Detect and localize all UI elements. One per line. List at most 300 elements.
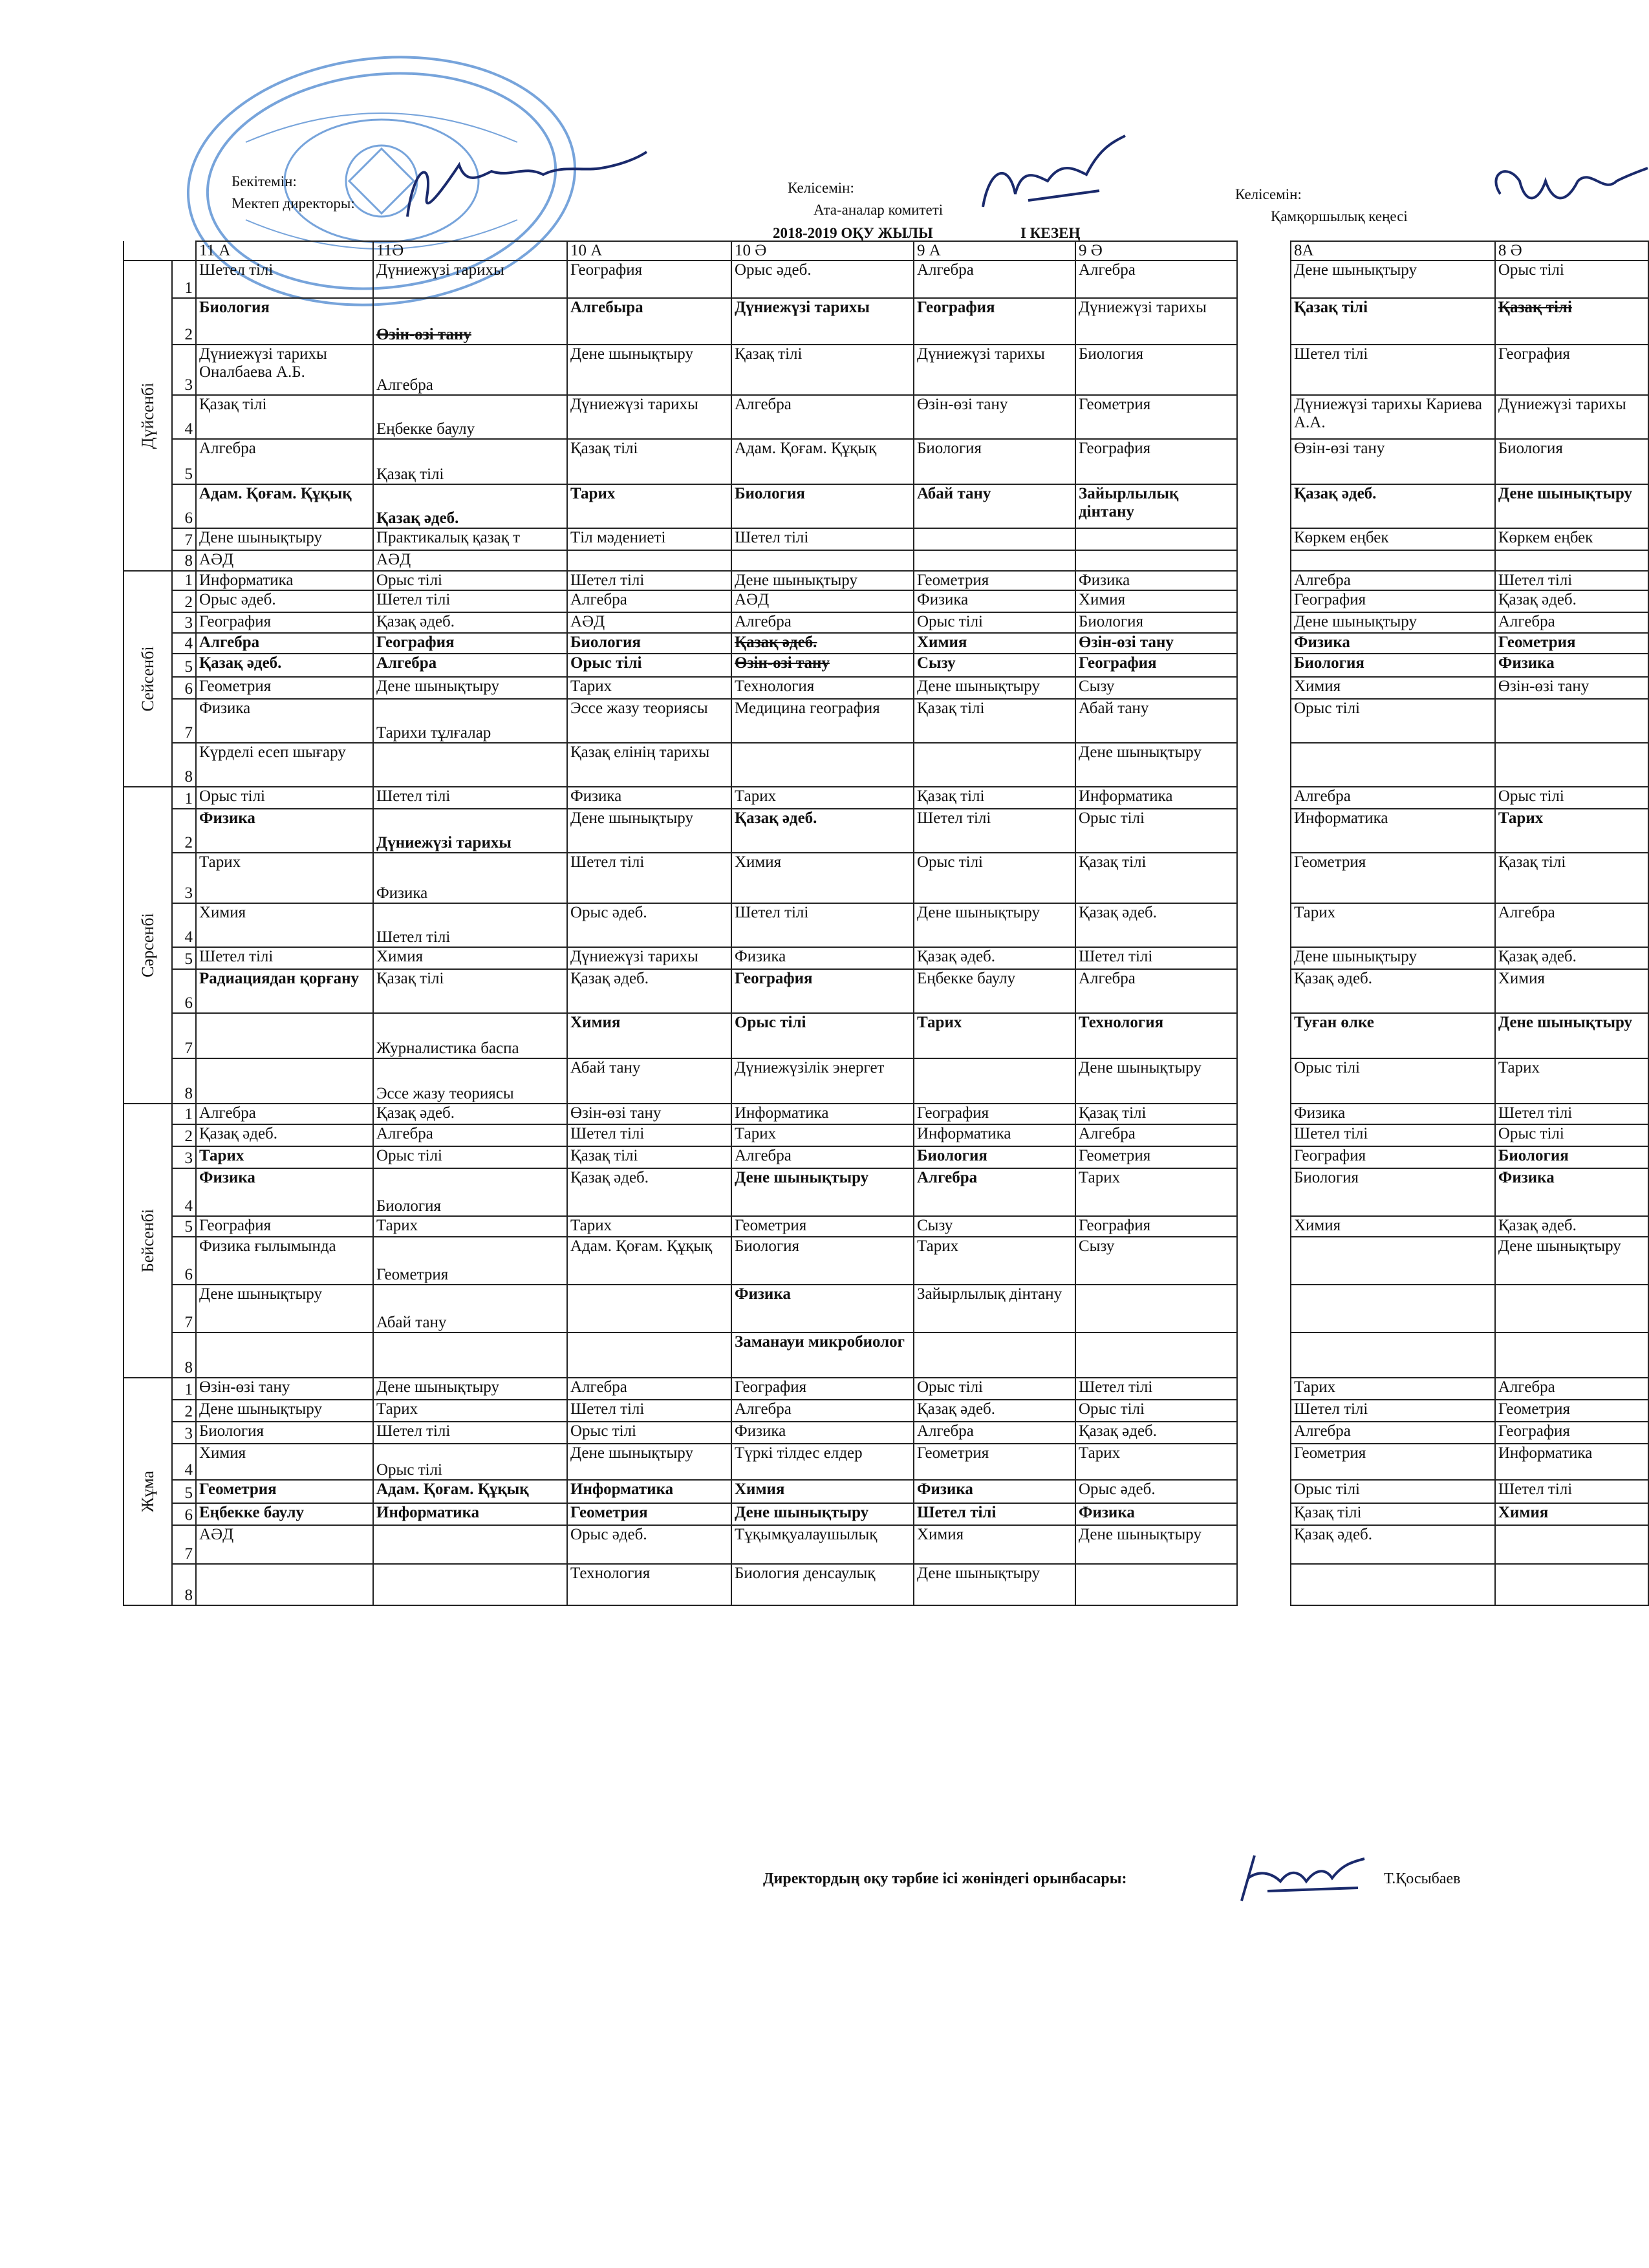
lesson-cell: География (1075, 1216, 1237, 1237)
lesson-cell (1291, 1564, 1495, 1605)
lesson-cell: Практикалық қазақ т (373, 528, 567, 550)
school-year: 2018-2019 ОҚУ ЖЫЛЫ (773, 225, 933, 241)
lesson-cell: Информатика (1075, 787, 1237, 809)
lesson-cell: Физика (196, 809, 373, 853)
lesson-number: 2 (172, 298, 196, 345)
lesson-cell (914, 1332, 1075, 1378)
lesson-cell: Геометрия (196, 1480, 373, 1503)
lesson-cell: Алгебра (567, 590, 731, 612)
lesson-cell (196, 1013, 373, 1058)
lesson-cell: Информатика (1291, 809, 1495, 853)
lesson-cell (567, 1285, 731, 1332)
lesson-number: 8 (172, 1332, 196, 1378)
lesson-cell: Қазақ әдеб. (373, 612, 567, 633)
lesson-cell: Дене шынықтыру (1291, 261, 1495, 298)
lesson-cell: Қазақ әдеб. (196, 1124, 373, 1146)
lesson-cell: География (1075, 439, 1237, 484)
lesson-cell: Дүниежүзі тарихы (731, 298, 914, 345)
lesson-cell: Орыс тілі (373, 571, 567, 590)
lesson-number: 8 (172, 1564, 196, 1605)
lesson-cell: Түркі тілдес елдер (731, 1444, 914, 1480)
deputy-label: Директордың оқу тәрбие ісі жөніндегі орынбасары: (763, 1870, 1127, 1887)
lesson-cell: Күрделі есеп шығару (196, 743, 373, 787)
lesson-number: 7 (172, 1525, 196, 1564)
lesson-cell: Тіл мәдениеті (567, 528, 731, 550)
lesson-cell: Биология (1075, 612, 1237, 633)
lesson-cell: Дене шынықтыру (567, 809, 731, 853)
lesson-cell: Дене шынықтыру (567, 345, 731, 395)
lesson-cell: География (1291, 590, 1495, 612)
lesson-cell: Зайырлылық дінтану (1075, 484, 1237, 528)
lesson-number: 2 (172, 590, 196, 612)
lesson-cell: Физика (731, 1285, 914, 1332)
lesson-cell: Физика (914, 590, 1075, 612)
lesson-cell: Шетел тілі (196, 947, 373, 969)
lesson-cell: Алгебра (1075, 261, 1237, 298)
lesson-cell: Қазақ әдеб. (1075, 1422, 1237, 1444)
lesson-number: 4 (172, 395, 196, 439)
lesson-cell: Медицина география (731, 699, 914, 743)
lesson-cell: Дене шынықтыру (1495, 1013, 1648, 1058)
day-label (124, 261, 172, 571)
lesson-cell: Еңбекке баулу (196, 1503, 373, 1525)
lesson-cell: Тарих (1495, 1058, 1648, 1104)
lesson-cell: Алгебыра (567, 298, 731, 345)
lesson-cell: Химия (1075, 590, 1237, 612)
lesson-cell: Орыс тілі (914, 1378, 1075, 1400)
lesson-cell: Дене шынықтыру (567, 1444, 731, 1480)
lesson-cell: Дене шынықтыру (1075, 1058, 1237, 1104)
lesson-cell: Геометрия (731, 1216, 914, 1237)
lesson-number: 6 (172, 1503, 196, 1525)
lesson-cell: Геометрия (1075, 1146, 1237, 1168)
lesson-cell: Дене шынықтыру (196, 1285, 373, 1332)
lesson-cell: Дүниежүзі тарихы (567, 947, 731, 969)
lesson-cell: Өзін-өзі тану (567, 1104, 731, 1124)
lesson-number: 1 (172, 261, 196, 298)
day-label (124, 1378, 172, 1605)
trustees-signature (1481, 155, 1649, 226)
lesson-cell: Технология (567, 1564, 731, 1605)
lesson-cell: Биология (1291, 654, 1495, 677)
lesson-cell (1495, 743, 1648, 787)
lesson-cell: Биология (1495, 1146, 1648, 1168)
lesson-cell: Тарих (731, 1124, 914, 1146)
lesson-cell: Химия (373, 947, 567, 969)
lesson-number: 1 (172, 571, 196, 590)
lesson-cell: Өзін-өзі тану (914, 395, 1075, 439)
lesson-cell: Тарих (196, 853, 373, 903)
lesson-cell: Қазақ әдеб. (567, 969, 731, 1013)
lesson-cell: Биология (1075, 345, 1237, 395)
lesson-cell: Шетел тілі (1495, 1104, 1648, 1124)
lesson-cell: Қазақ тілі (914, 699, 1075, 743)
lesson-cell: Тарих (731, 787, 914, 809)
lesson-number: 7 (172, 1013, 196, 1058)
lesson-cell: Физика (1495, 654, 1648, 677)
deputy-signature (1229, 1843, 1371, 1914)
lesson-cell: Дүниежүзі тарихы (373, 809, 567, 853)
lesson-cell (196, 1332, 373, 1378)
lesson-cell (196, 1058, 373, 1104)
lesson-cell: Технология (731, 677, 914, 699)
lesson-cell: География (567, 261, 731, 298)
class-header: 8 Ә (1495, 241, 1648, 261)
lesson-cell: Дүниежүзі тарихы Оналбаева А.Б. (196, 345, 373, 395)
lesson-cell: Заманауи микробиолог (731, 1332, 914, 1378)
lesson-cell (914, 550, 1075, 571)
lesson-cell: Еңбекке баулу (914, 969, 1075, 1013)
lesson-cell: Дене шынықтыру (196, 1400, 373, 1422)
class-header: 10 А (567, 241, 731, 261)
lesson-cell: Сызу (1075, 1237, 1237, 1285)
lesson-cell: Қазақ әдеб. (731, 633, 914, 654)
lesson-cell: Алгебра (1495, 903, 1648, 947)
timetable-right (1290, 241, 1649, 1606)
day-name: Бейсенбі (138, 1208, 157, 1273)
lesson-cell: Алгебра (567, 1378, 731, 1400)
lesson-number: 3 (172, 1422, 196, 1444)
lesson-cell: Химия (1291, 677, 1495, 699)
lesson-cell (373, 1564, 567, 1605)
lesson-cell: Шетел тілі (731, 528, 914, 550)
lesson-number: 8 (172, 743, 196, 787)
lesson-number: 8 (172, 1058, 196, 1104)
lesson-cell: География (1495, 1422, 1648, 1444)
class-header: 9 А (914, 241, 1075, 261)
lesson-cell: Шетел тілі (373, 590, 567, 612)
lesson-cell: Геометрия (914, 1444, 1075, 1480)
lesson-number: 4 (172, 633, 196, 654)
lesson-cell: Алгебра (1075, 969, 1237, 1013)
lesson-cell: Химия (1291, 1216, 1495, 1237)
lesson-cell: Дүниежүзі тарихы (567, 395, 731, 439)
lesson-cell: Орыс тілі (567, 654, 731, 677)
lesson-cell: Қазақ әдеб. (914, 947, 1075, 969)
lesson-cell: Радиациядан қорғану (196, 969, 373, 1013)
lesson-cell: Орыс тілі (567, 1422, 731, 1444)
lesson-cell: Тарих (1075, 1444, 1237, 1480)
lesson-cell: Тарих (914, 1013, 1075, 1058)
lesson-number: 7 (172, 699, 196, 743)
lesson-cell: Биология (914, 439, 1075, 484)
lesson-cell (196, 1564, 373, 1605)
director-signature (388, 139, 660, 230)
lesson-number: 1 (172, 787, 196, 809)
lesson-cell: Зайырлылық дінтану (914, 1285, 1075, 1332)
lesson-cell: Қазақ тілі (1291, 1503, 1495, 1525)
lesson-number: 4 (172, 903, 196, 947)
lesson-cell: Шетел тілі (1495, 1480, 1648, 1503)
header-corner (124, 241, 196, 261)
lesson-cell: Орыс тілі (373, 1444, 567, 1480)
lesson-number: 5 (172, 654, 196, 677)
lesson-cell: Химия (196, 903, 373, 947)
lesson-cell: Тарихи тұлғалар (373, 699, 567, 743)
lesson-cell: Алгебра (731, 612, 914, 633)
lesson-cell: Химия (1495, 1503, 1648, 1525)
lesson-cell: Биология (731, 484, 914, 528)
lesson-cell: Информатика (196, 571, 373, 590)
lesson-cell: Биология (567, 633, 731, 654)
lesson-cell: Орыс әдеб. (1075, 1480, 1237, 1503)
lesson-cell: География (196, 612, 373, 633)
lesson-cell: Орыс тілі (1495, 1124, 1648, 1146)
lesson-cell: Тарих (914, 1237, 1075, 1285)
lesson-cell (567, 550, 731, 571)
lesson-cell: Химия (731, 1480, 914, 1503)
lesson-cell: Қазақ тілі (196, 395, 373, 439)
lesson-cell: Сызу (914, 654, 1075, 677)
lesson-cell: Дене шынықтыру (1495, 1237, 1648, 1285)
lesson-number: 8 (172, 550, 196, 571)
day-label (124, 787, 172, 1104)
lesson-cell: Химия (914, 633, 1075, 654)
lesson-cell: АӘД (196, 550, 373, 571)
lesson-cell: Геометрия (196, 677, 373, 699)
lesson-cell: Алгебра (731, 1146, 914, 1168)
lesson-cell: Өзін-өзі тану (196, 1378, 373, 1400)
lesson-cell: Дене шынықтыру (731, 1503, 914, 1525)
lesson-cell: Физика (1291, 1104, 1495, 1124)
lesson-cell: Физика (914, 1480, 1075, 1503)
lesson-cell: Алгебра (373, 345, 567, 395)
lesson-cell: Химия (914, 1525, 1075, 1564)
lesson-cell: Технология (1075, 1013, 1237, 1058)
lesson-cell: АӘД (196, 1525, 373, 1564)
lesson-cell: Дене шынықтыру (373, 1378, 567, 1400)
lesson-cell (1291, 1285, 1495, 1332)
lesson-cell: Алгебра (373, 1124, 567, 1146)
lesson-cell: Дене шынықтыру (373, 677, 567, 699)
lesson-cell: Химия (196, 1444, 373, 1480)
lesson-cell: Адам. Қоғам. Құқық (196, 484, 373, 528)
lesson-cell: Геометрия (1495, 1400, 1648, 1422)
lesson-number: 1 (172, 1378, 196, 1400)
lesson-cell: Орыс тілі (373, 1146, 567, 1168)
lesson-cell: Алгебра (196, 633, 373, 654)
lesson-cell: Абай тану (373, 1285, 567, 1332)
lesson-cell: Тарих (1291, 903, 1495, 947)
lesson-cell: Физика (196, 699, 373, 743)
lesson-number: 5 (172, 1480, 196, 1503)
lesson-cell: География (373, 633, 567, 654)
lesson-cell: Биология (1291, 1168, 1495, 1216)
lesson-cell: Қазақ әдеб. (373, 484, 567, 528)
lesson-cell (1495, 1564, 1648, 1605)
lesson-cell (1495, 550, 1648, 571)
lesson-cell: Биология (196, 298, 373, 345)
lesson-cell: Шетел тілі (1291, 1400, 1495, 1422)
lesson-cell: Физика (1495, 1168, 1648, 1216)
lesson-number: 3 (172, 612, 196, 633)
lesson-cell: Дене шынықтыру (1495, 484, 1648, 528)
lesson-cell: Дене шынықтыру (196, 528, 373, 550)
lesson-cell (1495, 699, 1648, 743)
lesson-cell: Қазақ тілі (567, 439, 731, 484)
lesson-cell: Физика (1075, 1503, 1237, 1525)
lesson-cell: Алгебра (196, 1104, 373, 1124)
lesson-cell (1291, 1237, 1495, 1285)
lesson-cell: Туған өлке (1291, 1013, 1495, 1058)
lesson-cell: Дене шынықтыру (914, 903, 1075, 947)
lesson-cell: Қазақ тілі (914, 787, 1075, 809)
lesson-cell: Тұқымқуалаушылық (731, 1525, 914, 1564)
lesson-cell: Шетел тілі (731, 903, 914, 947)
lesson-cell: Қазақ әдеб. (1291, 484, 1495, 528)
lesson-cell: Физика (1075, 571, 1237, 590)
lesson-number: 2 (172, 809, 196, 853)
lesson-cell (373, 1332, 567, 1378)
lesson-cell: Қазақ әдеб. (1495, 590, 1648, 612)
lesson-cell: Дене шынықтыру (731, 571, 914, 590)
lesson-cell: Геометрия (1495, 633, 1648, 654)
lesson-cell (1495, 1285, 1648, 1332)
lesson-cell: Дене шынықтыру (731, 1168, 914, 1216)
lesson-cell (1075, 1332, 1237, 1378)
lesson-cell: Қазақ әдеб. (373, 1104, 567, 1124)
lesson-cell: Алгебра (1495, 612, 1648, 633)
lesson-cell: Орыс тілі (914, 612, 1075, 633)
lesson-cell: Информатика (567, 1480, 731, 1503)
lesson-cell: Орыс әдеб. (567, 1525, 731, 1564)
lesson-cell: Алгебра (1075, 1124, 1237, 1146)
lesson-cell (914, 528, 1075, 550)
lesson-cell: Қазақ тілі (1495, 298, 1648, 345)
lesson-cell (373, 1525, 567, 1564)
lesson-number: 3 (172, 345, 196, 395)
lesson-number: 6 (172, 677, 196, 699)
parents-committee: Ата-аналар комитеті (814, 202, 943, 218)
lesson-cell: Шетел тілі (567, 1124, 731, 1146)
lesson-number: 6 (172, 484, 196, 528)
lesson-number: 1 (172, 1104, 196, 1124)
lesson-cell: Адам. Қоғам. Құқық (731, 439, 914, 484)
lesson-cell: Геометрия (1291, 853, 1495, 903)
lesson-cell: Биология (731, 1237, 914, 1285)
lesson-cell: Физика (1291, 633, 1495, 654)
lesson-cell: Қазақ әдеб. (1495, 1216, 1648, 1237)
lesson-cell: Шетел тілі (567, 853, 731, 903)
lesson-cell: Шетел тілі (373, 903, 567, 947)
class-header: 8А (1291, 241, 1495, 261)
lesson-cell: Эссе жазу теориясы (373, 1058, 567, 1104)
lesson-cell: Информатика (731, 1104, 914, 1124)
lesson-cell: Абай тану (914, 484, 1075, 528)
lesson-cell: Шетел тілі (373, 787, 567, 809)
parents-signature (970, 129, 1138, 226)
lesson-cell: Тарих (1291, 1378, 1495, 1400)
lesson-cell: География (1291, 1146, 1495, 1168)
lesson-cell: Қазақ әдеб. (1075, 903, 1237, 947)
lesson-cell: Өзін-өзі тану (373, 298, 567, 345)
lesson-cell: Шетел тілі (373, 1422, 567, 1444)
lesson-cell: Қазақ тілі (1495, 853, 1648, 903)
lesson-cell: Қазақ әдеб. (196, 654, 373, 677)
lesson-cell: Сызу (914, 1216, 1075, 1237)
lesson-cell: Орыс тілі (1495, 787, 1648, 809)
lesson-cell: Қазақ елінің тарихы (567, 743, 731, 787)
lesson-cell: АӘД (567, 612, 731, 633)
lesson-cell: Алгебра (914, 1422, 1075, 1444)
lesson-cell: Физика ғылымында (196, 1237, 373, 1285)
lesson-cell (1291, 1332, 1495, 1378)
lesson-cell: Тарих (567, 1216, 731, 1237)
day-name: Сәрсенбі (138, 913, 157, 978)
lesson-cell: Журналистика баспа (373, 1013, 567, 1058)
day-label (124, 1104, 172, 1378)
lesson-cell: Қазақ әдеб. (914, 1400, 1075, 1422)
lesson-cell: Қазақ әдеб. (567, 1168, 731, 1216)
lesson-cell: Алгебра (731, 1400, 914, 1422)
lesson-cell: Физика (731, 1422, 914, 1444)
lesson-cell: Дене шынықтыру (914, 677, 1075, 699)
lesson-cell: АӘД (731, 590, 914, 612)
lesson-cell: Орыс тілі (731, 1013, 914, 1058)
lesson-cell: Алгебра (1291, 1422, 1495, 1444)
approve-label: Бекітемін: (232, 173, 297, 189)
lesson-cell: Тарих (1495, 809, 1648, 853)
lesson-cell: Көркем еңбек (1495, 528, 1648, 550)
lesson-cell: Шетел тілі (914, 809, 1075, 853)
lesson-cell: Орыс әдеб. (731, 261, 914, 298)
lesson-cell: Орыс әдеб. (196, 590, 373, 612)
lesson-cell: Алгебра (731, 395, 914, 439)
lesson-cell: Геометрия (1291, 1444, 1495, 1480)
lesson-cell: География (731, 969, 914, 1013)
director-label: Мектеп директоры: (232, 195, 355, 211)
day-name: Сейсенбі (138, 646, 157, 712)
lesson-cell: Алгебра (1291, 787, 1495, 809)
lesson-cell: Орыс әдеб. (567, 903, 731, 947)
trustees-council: Қамқоршылық кеңесі (1271, 208, 1408, 224)
lesson-cell: Дүниежүзі тарихы (1495, 395, 1648, 439)
lesson-cell (1075, 550, 1237, 571)
lesson-cell: Орыс тілі (1291, 699, 1495, 743)
lesson-cell: Абай тану (1075, 699, 1237, 743)
lesson-number: 4 (172, 1444, 196, 1480)
lesson-cell: Биология (196, 1422, 373, 1444)
lesson-cell: Орыс тілі (1291, 1058, 1495, 1104)
lesson-cell: Физика (731, 947, 914, 969)
lesson-cell (1075, 1285, 1237, 1332)
day-name: Жұма (138, 1470, 157, 1513)
lesson-cell: Орыс тілі (196, 787, 373, 809)
lesson-cell: Информатика (373, 1503, 567, 1525)
lesson-cell: Шетел тілі (1075, 947, 1237, 969)
lesson-cell: Шетел тілі (567, 1400, 731, 1422)
lesson-cell: География (1495, 345, 1648, 395)
lesson-number: 3 (172, 853, 196, 903)
lesson-number: 6 (172, 1237, 196, 1285)
lesson-cell (1291, 743, 1495, 787)
lesson-cell: Орыс тілі (1495, 261, 1648, 298)
lesson-cell: Шетел тілі (1495, 571, 1648, 590)
lesson-cell (567, 1332, 731, 1378)
lesson-number: 5 (172, 439, 196, 484)
lesson-cell: Биология (1495, 439, 1648, 484)
lesson-cell (1291, 550, 1495, 571)
lesson-cell: География (914, 298, 1075, 345)
deputy-name: Т.Қосыбаев (1384, 1870, 1461, 1887)
agree-label-2: Келісемін: (1235, 186, 1302, 202)
lesson-cell: Дене шынықтыру (914, 1564, 1075, 1605)
lesson-cell: Адам. Қоғам. Құқық (373, 1480, 567, 1503)
lesson-cell: Өзін-өзі тану (731, 654, 914, 677)
lesson-cell: Орыс тілі (1075, 809, 1237, 853)
lesson-cell: Информатика (1495, 1444, 1648, 1480)
lesson-cell: Қазақ әдеб. (731, 809, 914, 853)
